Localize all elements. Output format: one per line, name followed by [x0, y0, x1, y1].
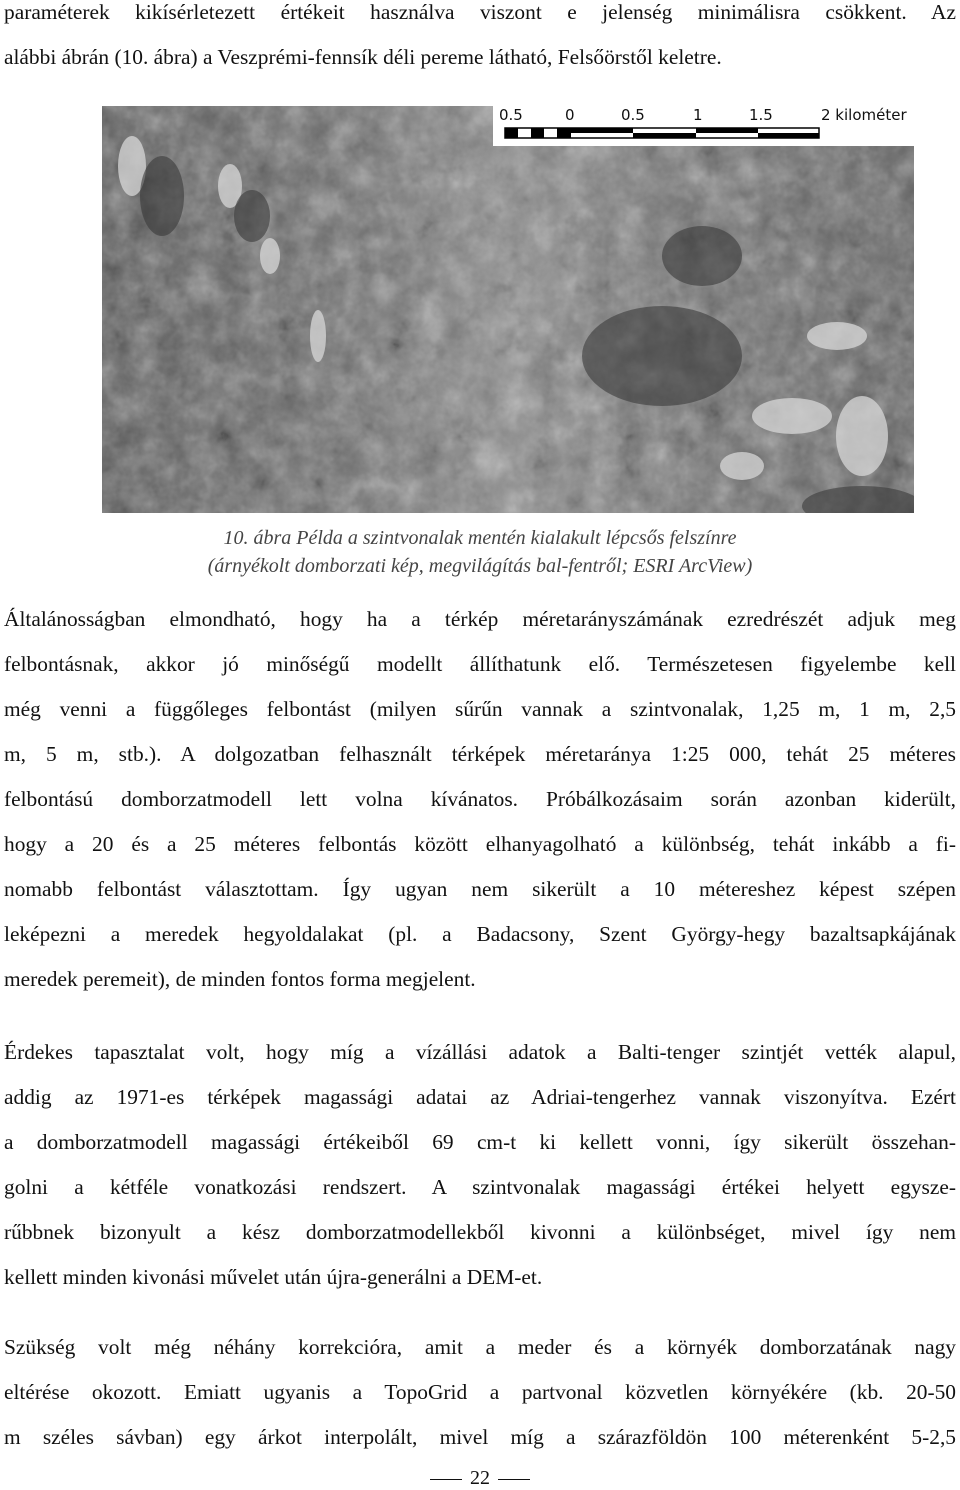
text-line: Szükség volt még néhány korrekcióra, amit a meder és a környék domborzatának nagy	[4, 1335, 956, 1359]
text-line: eltérése okozott. Emiatt ugyanis a TopoGrid a partvonal közvetlen környékére (kb. 20-50	[4, 1380, 956, 1404]
body-paragraph	[4, 597, 956, 1002]
text-line: felbontásnak, akkor jó minőségű modellt állíthatunk elő. Természetesen figyelembe kell	[4, 652, 956, 676]
text-line: felbontású domborzatmodell lett volna kívánatos. Próbálkozásaim során azonban kiderült,	[4, 787, 956, 811]
scale-label: 2 kilométer	[821, 106, 907, 124]
scale-label: 0.5	[621, 106, 645, 124]
text-line: m széles sávban) egy árkot interpolált, mivel míg a szárazföldön 100 méterenként 5-2,5	[4, 1425, 956, 1449]
text-line: hogy a 20 és a 25 méteres felbontás között elhanyagolható a különbség, tehát inkább a fi-	[4, 832, 956, 856]
page-number-value: 22	[470, 1467, 490, 1489]
text-line: Általánosságban elmondható, hogy ha a térkép méretarányszámának ezredrészét adjuk meg	[4, 607, 956, 631]
page-number-dash	[498, 1479, 530, 1480]
scale-ruler	[493, 126, 914, 146]
shaded-relief-figure	[102, 106, 914, 513]
page-number-dash	[430, 1479, 462, 1480]
caption-line: 10. ábra Példa a szintvonalak mentén kialakult lépcsős felszínre	[223, 527, 737, 549]
text-line: leképezni a meredek hegyoldalakat (pl. a Badacsony, Szent György-hegy bazaltsapkájának	[4, 922, 956, 946]
text-line: kellett minden kivonási művelet után újra-generálni a DEM-et.	[4, 1265, 543, 1289]
text-line: Érdekes tapasztalat volt, hogy míg a vízállási adatok a Balti-tenger szintjét vették alapul,	[4, 1040, 956, 1064]
intro-paragraph	[4, 0, 956, 80]
figure-caption	[0, 524, 960, 580]
text-line: addig az 1971-es térképek magassági adatai az Adriai-tengerhez vannak viszonyítva. Ezért	[4, 1085, 956, 1109]
text-line: még venni a függőleges felbontást (milyen sűrűn vannak a szintvonalak, 1,25 m, 1 m, 2,5	[4, 697, 956, 721]
scale-label: 0	[565, 106, 575, 124]
scale-label: 1.5	[749, 106, 773, 124]
text-line: alábbi ábrán (10. ábra) a Veszprémi-fennsík déli pereme látható, Felsőörstől keletre.	[4, 45, 722, 69]
text-line: nomabb felbontást választottam. Így ugyan nem sikerült a 10 métereshez képest szépen	[4, 877, 956, 901]
relief-image	[102, 106, 914, 513]
page-number	[0, 1466, 960, 1490]
scale-label: 0.5	[499, 106, 523, 124]
body-paragraph	[4, 1030, 956, 1300]
body-paragraph	[4, 1325, 956, 1460]
text-line: meredek peremeit), de minden fontos forma megjelent.	[4, 967, 476, 991]
scale-bar	[493, 106, 914, 146]
scale-label: 1	[693, 106, 703, 124]
caption-line: (árnyékolt domborzati kép, megvilágítás bal-fentről; ESRI ArcView)	[207, 555, 753, 577]
text-line: a domborzatmodell magassági értékeiből 69 cm-t ki kellett vonni, így sikerült összehan-	[4, 1130, 956, 1154]
text-line: m, 5 m, stb.). A dolgozatban felhasznált térképek méretaránya 1:25 000, tehát 25 méteres	[4, 742, 956, 766]
text-line: rűbbnek bizonyult a kész domborzatmodellekből kivonni a különbséget, mivel így nem	[4, 1220, 956, 1244]
text-line: paraméterek kikísérletezett értékeit használva viszont e jelenség minimálisra csökkent. Az	[4, 0, 956, 24]
text-line: golni a kétféle vonatkozási rendszert. A szintvonalak magassági értékei helyett egysze-	[4, 1175, 956, 1199]
